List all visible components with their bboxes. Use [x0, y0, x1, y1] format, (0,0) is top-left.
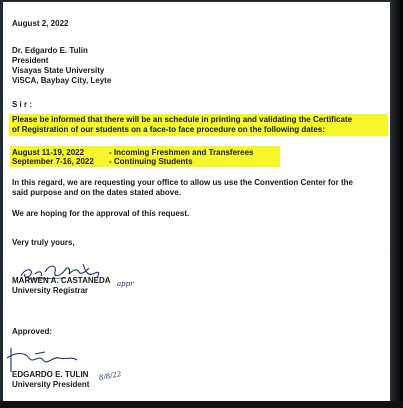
frame-bottom-border [0, 401, 403, 408]
schedule-2-group: - Continuing Students [109, 157, 193, 166]
president-annotation: 8/8/22 [98, 370, 122, 382]
recipient-title: President [12, 56, 49, 65]
schedule-1-dates: August 11-19, 2022 [12, 148, 85, 157]
request-line-2: said purpose and on the dates stated above. [12, 188, 181, 197]
body-line-2: of Registration of our students on a face-to face procedure on the following dates: [12, 125, 325, 134]
approved-label: Approved: [12, 327, 52, 336]
recipient-institution: Visayas State University [12, 66, 105, 75]
schedule-2-dates: September 7-16, 2022 [12, 157, 94, 166]
registrar-name: MARWEN A. CASTANEDA [12, 276, 111, 285]
schedule-1-group: - Incoming Freshmen and Transferees [109, 148, 254, 157]
president-name: EDGARDO E. TULIN [12, 370, 89, 379]
recipient-address: ViSCA, Baybay City, Leyte [12, 76, 112, 85]
frame-right-shadow [390, 0, 403, 408]
body-line-1: Please be informed that there will be an schedule in printing and validating the Certificate [12, 115, 353, 124]
registrar-title: University Registrar [12, 286, 89, 295]
recipient-name: Dr. Edgardo E. Tulin [12, 46, 88, 55]
hope-line: We are hoping for the approval of this request. [12, 209, 190, 218]
letter-date: August 2, 2022 [12, 19, 69, 28]
president-title: University President [12, 380, 90, 389]
closing: Very truly yours, [12, 238, 75, 247]
registrar-annotation: appr [117, 280, 134, 288]
request-line-1: In this regard, we are requesting your office to allow us use the Convention Center for the [12, 178, 353, 187]
letter-page [3, 2, 390, 401]
salutation: S i r : [12, 100, 33, 109]
